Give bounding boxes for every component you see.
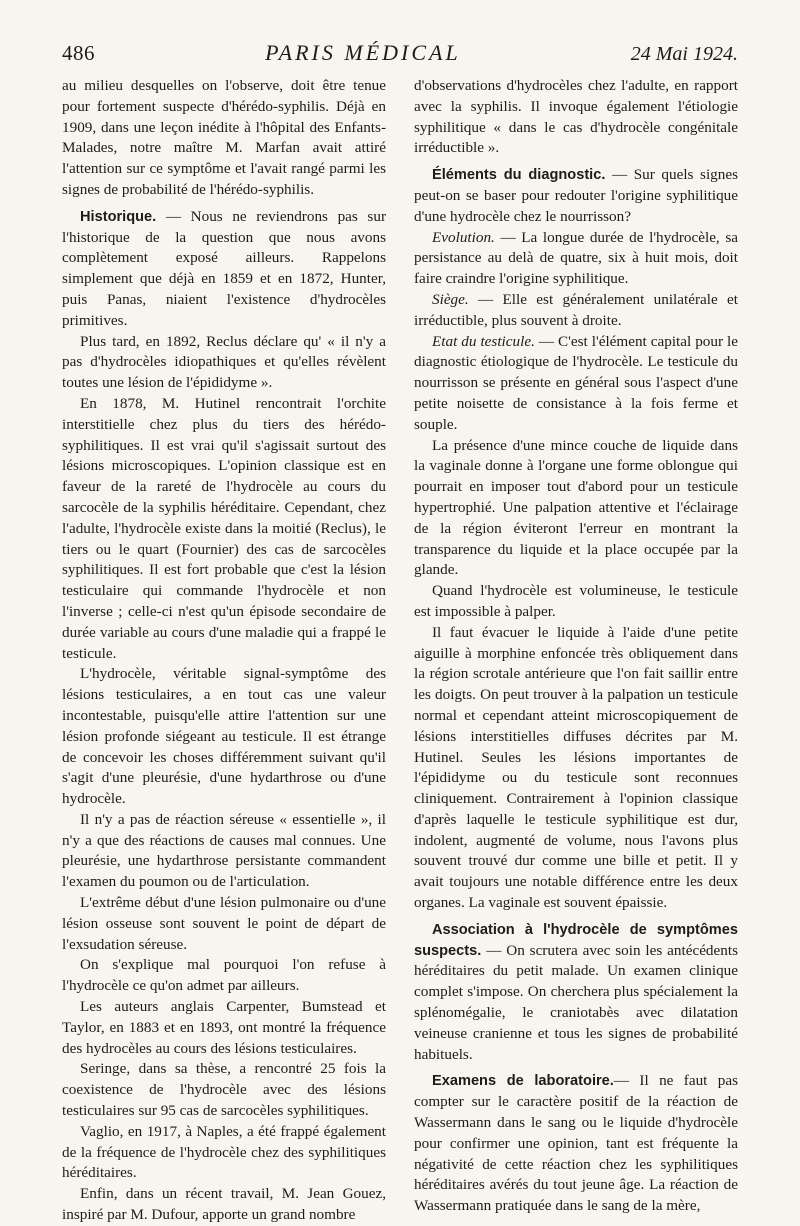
subsection-heading: Evolution. xyxy=(432,228,495,246)
paragraph: En 1878, M. Hutinel rencontrait l'orchite interstitielle chez plus du tiers des hérédo-syphilitiques. Il est vrai qu'il s'agissait surtout des lésions microscopiques. L'opinion classique est en faveur de la rareté de l'hydrocèle au cours du sarcocèle de la syphilis héréditaire. Cependant, chez l'adulte, l'hydrocèle existe dans la moitié (Reclus), le tiers ou le quart (Fournier) des cas de sarcocèles syphilitiques. Il est fort probable que c'est la lésion testiculaire qui commande l'hydrocèle et non l'inverse ; celle-ci n'est qu'un épisode secondaire de durée variable au cours d'une maladie qui a frappé le testicule. xyxy=(62,394,386,662)
paragraph: Il faut évacuer le liquide à l'aide d'une petite aiguille à morphine enfoncée très obliquement dans la région scrotale antérieure que l'on fait saillir entre les doigts. On peut trouver à la palpation un testicule normal et cependant atteint microscopiquement de lésions interstitielles diffuses décrites par M. Hutinel. Seules les lésions importantes de l'épididyme ou du testicule sont reconnues cliniquement. Contrairement à l'opinion classique d'après laquelle le testicule syphilitique est dur, indolent, augmenté de volume, nous l'avons plus souvent trouvé dur comme une bille et petit. Il y avait toujours une notable différence entre les deux organes. La vaginale est souvent épaissie. xyxy=(414,623,738,912)
paragraph: Historique. — Nous ne reviendrons pas sur l'historique de la question que nous avons complètement exposé ailleurs. Rappelons simplement que déjà en 1859 et en 1872, Hunter, puis Panas, niaient l'existence d'hydrocèles primitives. xyxy=(62,207,386,329)
paragraph: L'hydrocèle, véritable signal-symptôme des lésions testiculaires, a en tout cas une valeur incontestable, puisqu'elle attire l'attention sur une lésion profonde siégeant au testicule. Il est étrange de concevoir les choses différemment suivant qu'il s'agit d'une pleurésie, d'une hydarthrose ou d'une hydrocèle. xyxy=(62,665,386,808)
journal-title: PARIS MÉDICAL xyxy=(265,40,461,65)
paragraph: Vaglio, en 1917, à Naples, a été frappé également de la fréquence de l'hydrocèle chez des syphilitiques héréditaires. xyxy=(62,1122,386,1182)
paragraph: au milieu desquelles on l'observe, doit être tenue pour fortement suspecte d'hérédo-syphilis. Déjà en 1909, dans une leçon inédite à l'hôpital des Enfants-Malades, notre maître M. Marfan avait attiré l'attention sur ce symptôme et l'avait rangé parmi les signes de probabilité de l'hérédo-syphilis. xyxy=(62,77,386,198)
paragraph: Plus tard, en 1892, Reclus déclare qu' « il n'y a pas d'hydrocèles idiopathiques et qu'elles révèlent toutes une lésion de l'épididyme ». xyxy=(62,332,386,392)
running-header xyxy=(62,40,738,72)
paragraph: Les auteurs anglais Carpenter, Bumstead et Taylor, en 1883 et en 1893, ont montré la fréquence des hydrocèles au cours des lésions testiculaires. xyxy=(62,998,386,1057)
section-heading: Examens de laboratoire. xyxy=(432,1073,614,1090)
paragraph: d'observations d'hydrocèles chez l'adulte, en rapport avec la syphilis. Il invoque également l'étiologie syphilitique « dans le cas d'hydrocèle congénitale irréductible ». xyxy=(414,77,738,157)
article-body xyxy=(62,76,738,1224)
paragraph: Quand l'hydrocèle est volumineuse, le testicule est impossible à palper. xyxy=(414,582,738,620)
right-column xyxy=(414,76,738,1215)
paragraph: Enfin, dans un récent travail, M. Jean Gouez, inspiré par M. Dufour, apporte un grand nombre xyxy=(62,1185,386,1224)
left-column xyxy=(62,76,386,1224)
paragraph: Éléments du diagnostic. — Sur quels signes peut-on se baser pour redouter l'origine syphilitique d'une hydrocèle chez le nourrisson? xyxy=(414,166,738,225)
page-number: 486 xyxy=(62,41,95,65)
paragraph: La présence d'une mince couche de liquide dans la vaginale donne à l'organe une forme oblongue qui pourrait en imposer tout d'abord pour un testicule hypertrophié. Une palpation attentive et l'éclairage de la région éviteront l'erreur en montrant la transparence du liquide et la place occupée par la glande. xyxy=(414,436,738,579)
subsection-heading: Etat du testicule. xyxy=(432,332,535,350)
subsection-heading: Siège. xyxy=(432,290,469,308)
paragraph: Examens de laboratoire.— Il ne faut pas compter sur le caractère positif de la réaction de Wassermann dans le sang ou le liquide d'hydrocèle pour confirmer une opinion, tant est fréquente la négativité de cette réaction chez les syphilitiques héréditaires avérés du tout jeune âge. La réaction de Wassermann pratiquée dans le sang de la mère, xyxy=(414,1072,738,1215)
paragraph: Siège. — Elle est généralement unilatérale et irréductible, plus souvent à droite. xyxy=(414,290,738,329)
paragraph: Association à l'hydrocèle de symptômes suspects. — On scrutera avec soin les antécédents héréditaires du petit malade. Un examen clinique complet s'impose. On cherchera plus spécialement la splénomégalie, le craniotabès avec dilatation veineuse cranienne et tous les signes de probabilité habituels. xyxy=(414,921,738,1063)
paragraph: On s'explique mal pourquoi l'on refuse à l'hydrocèle ce qu'on admet par ailleurs. xyxy=(62,956,386,995)
paragraph: L'extrême début d'une lésion pulmonaire ou d'une lésion osseuse sont souvent le point de départ de l'exsudation séreuse. xyxy=(62,894,386,953)
section-heading: Association à l'hydrocèle de symptômes suspects. xyxy=(414,921,738,959)
paragraph: Etat du testicule. — C'est l'élément capital pour le diagnostic étiologique de l'hydrocèle. Le testicule du nourrisson se présente en général sous l'aspect d'une petite noisette de consistance à la fois ferme et souple. xyxy=(414,332,738,433)
paragraph: Il n'y a pas de réaction séreuse « essentielle », il n'y a que des réactions de causes mal connues. Une pleurésie, une hydarthrose persistante commandent l'examen du poumon ou de l'articulation. xyxy=(62,810,386,891)
issue-date: 24 Mai 1924. xyxy=(630,43,738,65)
section-heading: Éléments du diagnostic. xyxy=(432,167,606,184)
paragraph: Evolution. — La longue durée de l'hydrocèle, sa persistance au delà de quatre, six à huit mois, doit faire craindre l'origine syphilitique. xyxy=(414,228,738,288)
section-heading: Historique. xyxy=(80,208,157,225)
paragraph: Seringe, dans sa thèse, a rencontré 25 fois la coexistence de l'hydrocèle avec des lésions testiculaires sur 95 cas de sarcocèles syphilitiques. xyxy=(62,1060,386,1120)
